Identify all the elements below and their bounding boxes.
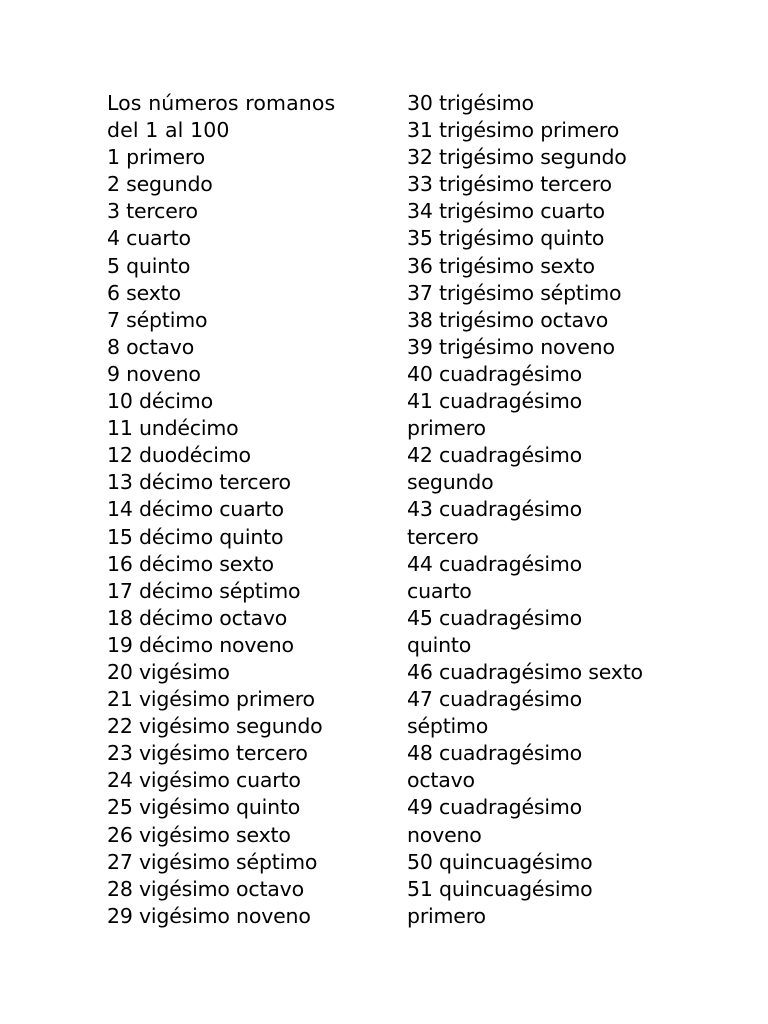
list-item: 10 décimo: [107, 389, 213, 414]
list-item: 1 primero: [107, 145, 205, 170]
list-item: 24 vigésimo cuarto: [107, 768, 301, 793]
list-item: 51 quincuagésimo: [407, 876, 593, 901]
list-item: 3 tercero: [107, 199, 198, 224]
list-item: 36 trigésimo sexto: [407, 253, 595, 278]
list-item: 37 trigésimo séptimo: [407, 280, 622, 305]
right-column: [407, 90, 707, 930]
list-item: 26 vigésimo sexto: [107, 822, 291, 847]
list-item: 17 décimo séptimo: [107, 578, 301, 603]
list-item: 21 vigésimo primero: [107, 687, 315, 712]
list-item: 12 duodécimo: [107, 443, 251, 468]
list-item: octavo: [407, 768, 475, 793]
list-item: 5 quinto: [107, 253, 191, 278]
list-item: 39 trigésimo noveno: [407, 334, 615, 359]
list-item: 41 cuadragésimo: [407, 389, 582, 414]
list-item: primero: [407, 903, 486, 928]
list-item: noveno: [407, 822, 482, 847]
list-item: 46 cuadragésimo sexto: [407, 659, 643, 684]
list-item: 20 vigésimo: [107, 659, 230, 684]
list-item: 32 trigésimo segundo: [407, 145, 627, 170]
list-item: 13 décimo tercero: [107, 470, 291, 495]
list-item: cuarto: [407, 578, 472, 603]
list-item: 8 octavo: [107, 334, 195, 359]
list-item: 33 trigésimo tercero: [407, 172, 612, 197]
list-item: 22 vigésimo segundo: [107, 714, 323, 739]
list-item: tercero: [407, 524, 479, 549]
left-column: [107, 90, 392, 930]
list-item: 38 trigésimo octavo: [407, 307, 609, 332]
list-item: 40 cuadragésimo: [407, 361, 582, 386]
list-item: quinto: [407, 632, 472, 657]
list-item: 23 vigésimo tercero: [107, 741, 308, 766]
list-item: 31 trigésimo primero: [407, 118, 620, 143]
list-item: 30 trigésimo: [407, 91, 534, 115]
list-item: 35 trigésimo quinto: [407, 226, 605, 251]
list-item: 19 décimo noveno: [107, 632, 294, 657]
list-item: 50 quincuagésimo: [407, 849, 593, 874]
list-item: 28 vigésimo octavo: [107, 876, 304, 901]
list-item: 6 sexto: [107, 280, 181, 305]
list-item: 27 vigésimo séptimo: [107, 849, 318, 874]
list-item: 29 vigésimo noveno: [107, 903, 311, 928]
list-item: 34 trigésimo cuarto: [407, 199, 605, 224]
list-item: 42 cuadragésimo: [407, 443, 582, 468]
document-title-line-2: del 1 al 100: [107, 118, 230, 143]
list-item: 4 cuarto: [107, 226, 191, 251]
list-item: 16 décimo sexto: [107, 551, 274, 576]
list-item: 7 séptimo: [107, 307, 208, 332]
list-item: séptimo: [407, 714, 489, 739]
list-item: 2 segundo: [107, 172, 213, 197]
list-item: 47 cuadragésimo: [407, 687, 582, 712]
list-item: 11 undécimo: [107, 416, 239, 441]
list-item: 48 cuadragésimo: [407, 741, 582, 766]
document-title-line-1: Los números romanos: [107, 91, 336, 115]
list-item: 15 décimo quinto: [107, 524, 284, 549]
list-item: primero: [407, 416, 486, 441]
list-item: 18 décimo octavo: [107, 605, 288, 630]
list-item: 43 cuadragésimo: [407, 497, 582, 522]
list-item: segundo: [407, 470, 494, 495]
list-item: 14 décimo cuarto: [107, 497, 284, 522]
list-item: 45 cuadragésimo: [407, 605, 582, 630]
list-item: 49 cuadragésimo: [407, 795, 582, 820]
list-item: 44 cuadragésimo: [407, 551, 582, 576]
list-item: 9 noveno: [107, 361, 201, 386]
list-item: 25 vigésimo quinto: [107, 795, 301, 820]
